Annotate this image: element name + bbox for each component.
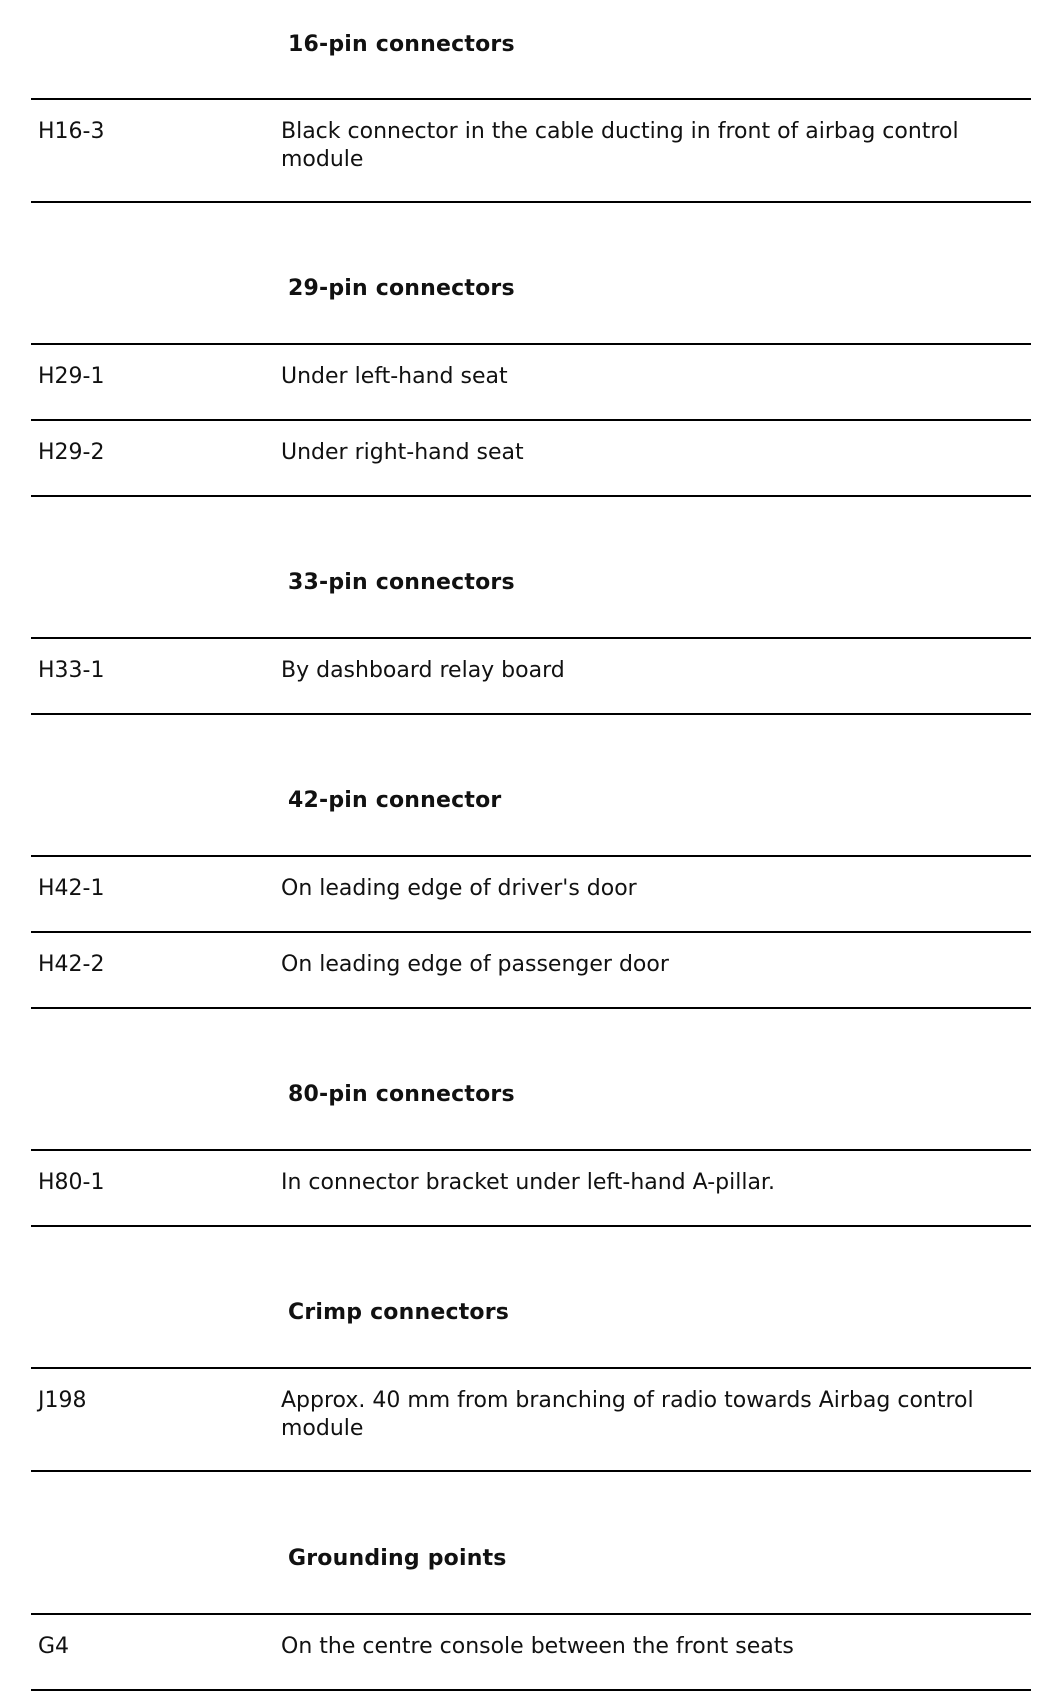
connector-code: H16-3 bbox=[38, 119, 105, 144]
connector-location: Approx. 40 mm from branching of radio towards Airbag control module bbox=[281, 1388, 974, 1441]
section-title: 16-pin connectors bbox=[288, 32, 515, 57]
table-row bbox=[31, 855, 1031, 931]
section-title: 33-pin connectors bbox=[288, 570, 515, 595]
section-title: 42-pin connector bbox=[288, 788, 502, 813]
table-row bbox=[31, 931, 1031, 1009]
connector-code: H42-1 bbox=[38, 876, 105, 901]
connector-code: H29-1 bbox=[38, 364, 105, 389]
connector-code: H42-2 bbox=[38, 952, 105, 977]
section-title: Crimp connectors bbox=[288, 1300, 510, 1325]
table-row bbox=[31, 637, 1031, 715]
connector-location: In connector bracket under left-hand A-pillar. bbox=[281, 1170, 775, 1195]
connector-location: Black connector in the cable ducting in front of airbag control module bbox=[281, 119, 959, 172]
connector-code: H29-2 bbox=[38, 440, 105, 465]
connector-code: J198 bbox=[38, 1388, 87, 1413]
table-row bbox=[31, 343, 1031, 419]
connector-location: Under right-hand seat bbox=[281, 440, 524, 465]
section-title: 29-pin connectors bbox=[288, 276, 515, 301]
table-row bbox=[31, 419, 1031, 497]
section-title: Grounding points bbox=[288, 1546, 507, 1571]
connector-location: On leading edge of driver's door bbox=[281, 876, 637, 901]
connector-code: H80-1 bbox=[38, 1170, 105, 1195]
connector-location: By dashboard relay board bbox=[281, 658, 565, 683]
connector-code: G4 bbox=[38, 1634, 70, 1659]
connector-location: On leading edge of passenger door bbox=[281, 952, 669, 977]
section-title: 80-pin connectors bbox=[288, 1082, 515, 1107]
table-row bbox=[31, 98, 1031, 203]
connector-location: On the centre console between the front seats bbox=[281, 1634, 794, 1659]
table-row bbox=[31, 1613, 1031, 1691]
connector-code: H33-1 bbox=[38, 658, 105, 683]
table-row bbox=[31, 1149, 1031, 1227]
table-row bbox=[31, 1367, 1031, 1472]
connector-location: Under left-hand seat bbox=[281, 364, 508, 389]
